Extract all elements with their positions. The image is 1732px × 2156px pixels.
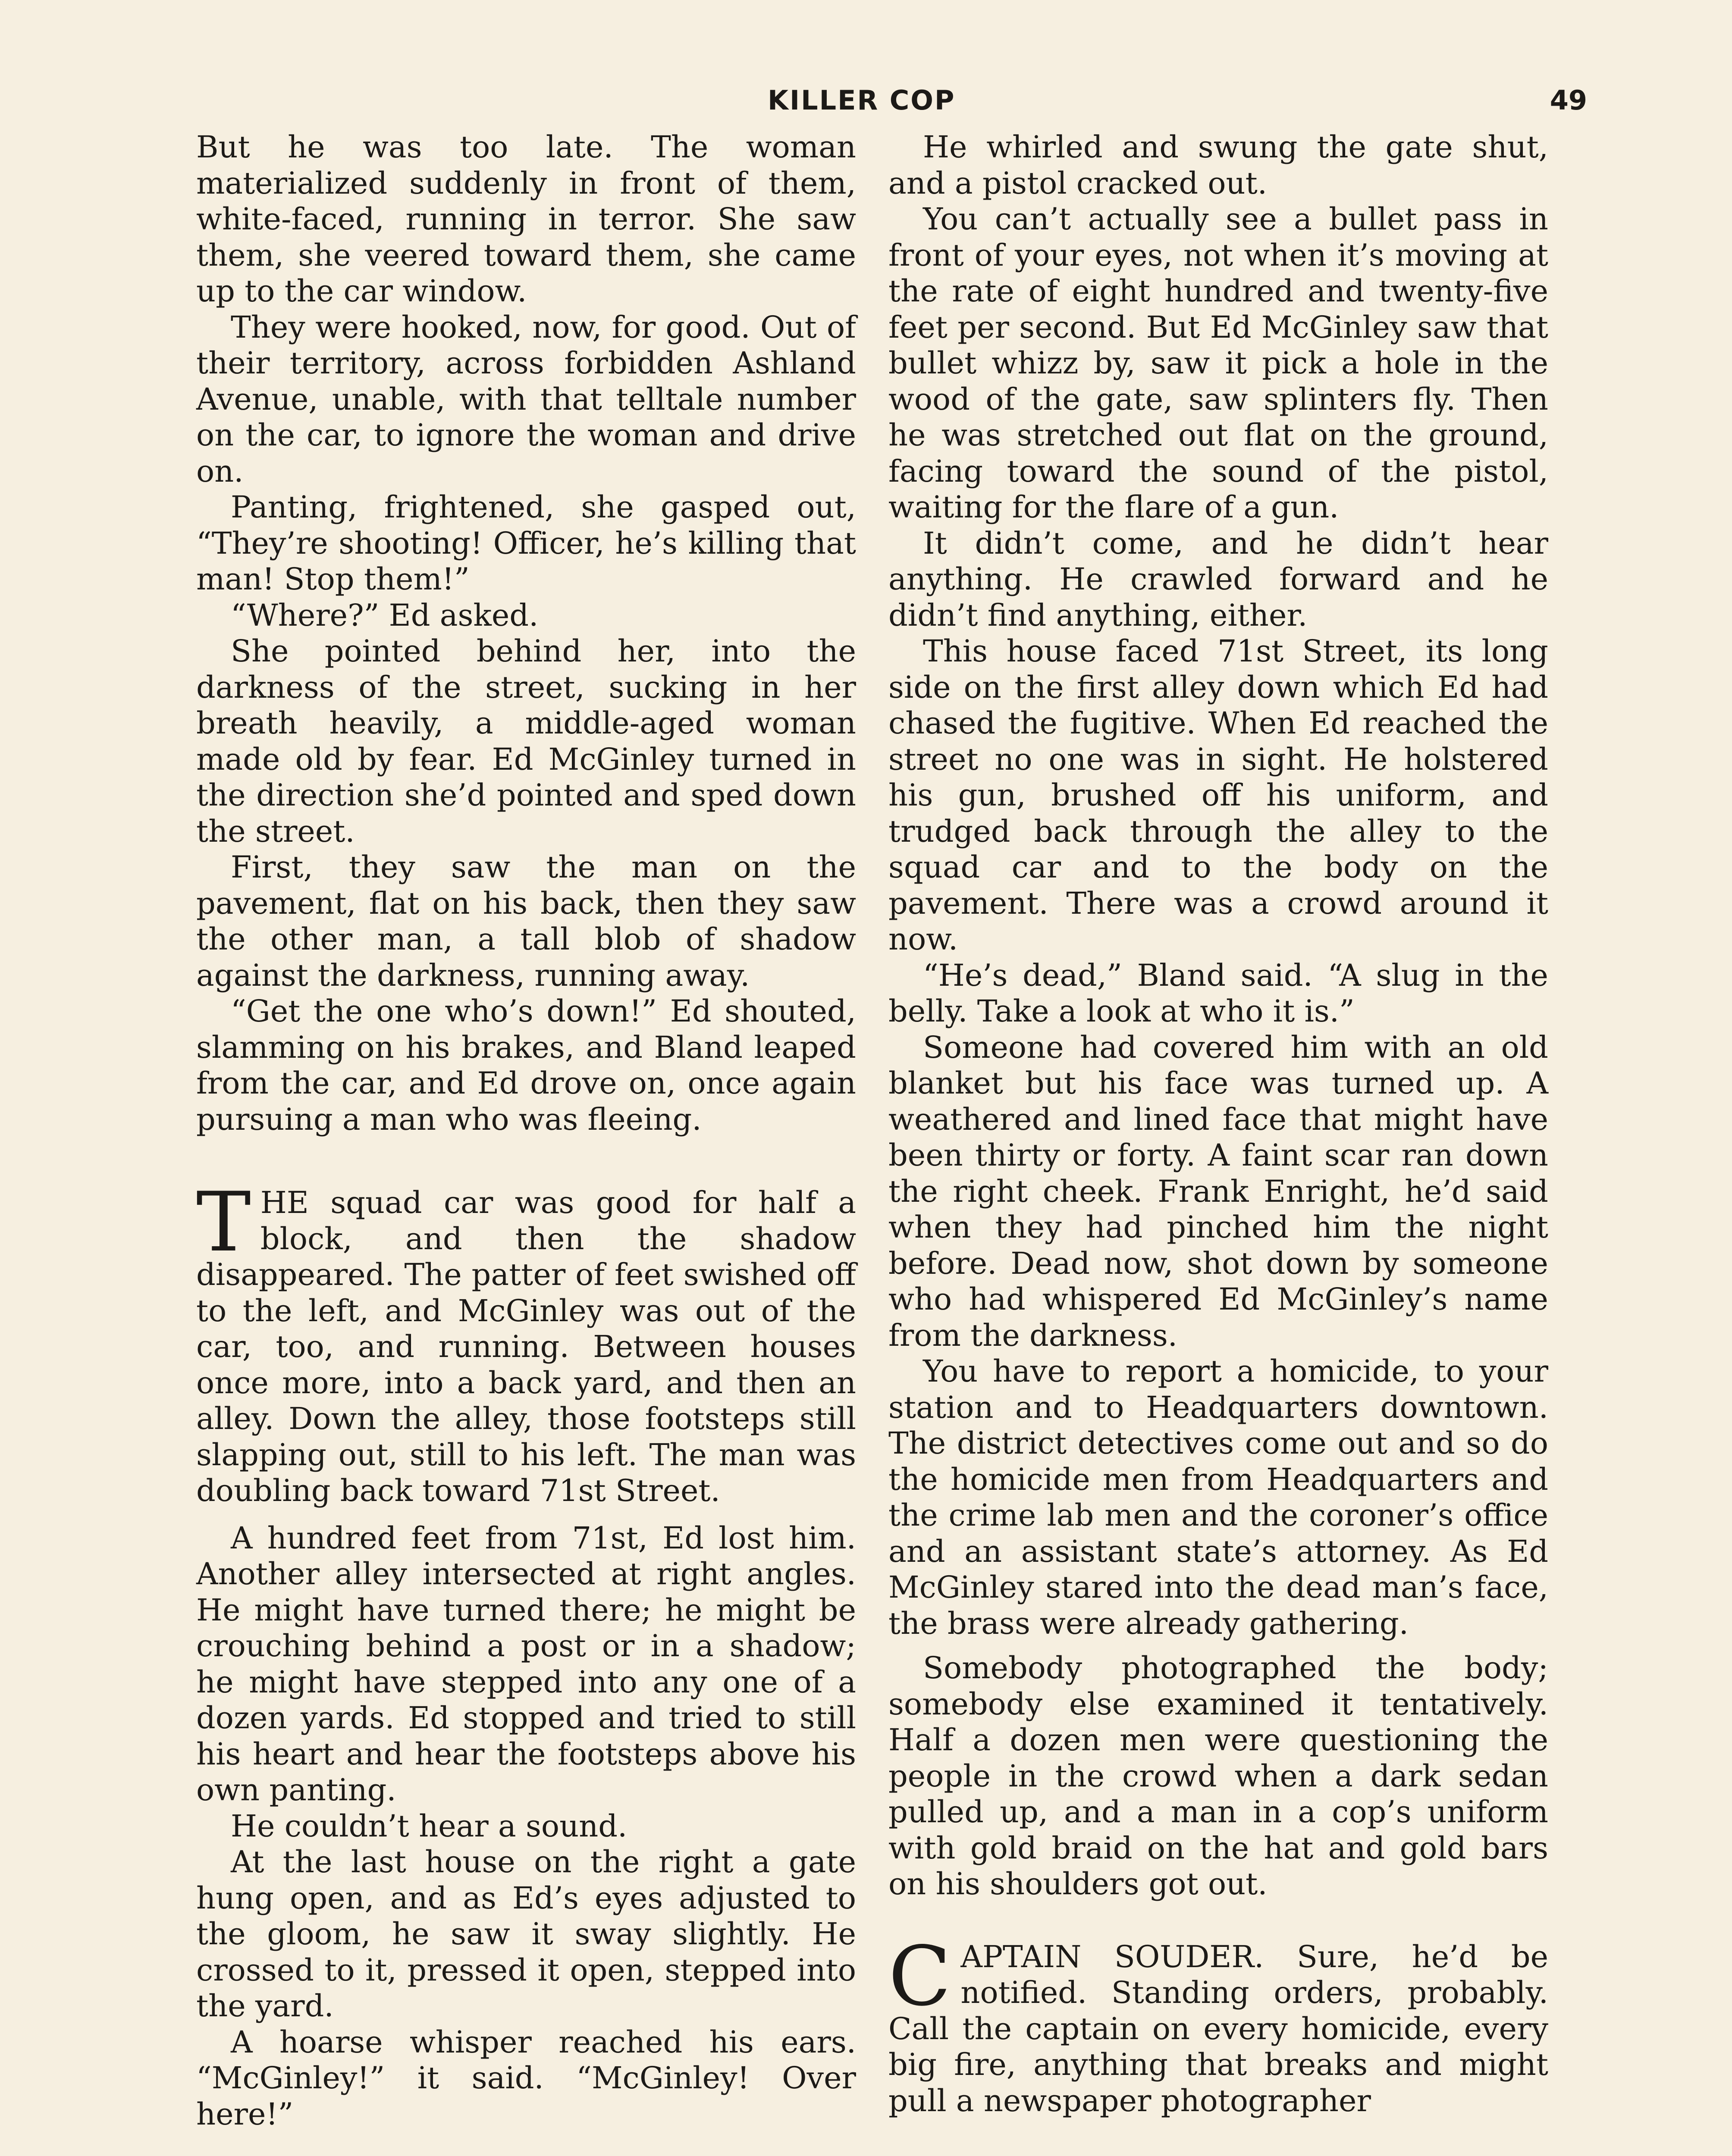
drop-cap: C bbox=[888, 1928, 951, 2024]
paragraph: You have to report a homicide, to your station and to Headquarters downtown. The district detectives come out and so do the homicide men from Headquarters and the crime lab men and the coroner’s office and an assistant state’s attorney. As Ed McGinley stared into the dead man’s face, the brass were already gathering. bbox=[888, 1354, 1548, 1641]
page-header bbox=[768, 85, 1587, 123]
section-opening-text: APTAIN SOUDER. Sure, he’d be notified. Standing orders, probably. Call the captain on every homicide, every big fire, anything that breaks and might pull a newspaper photographer bbox=[888, 1939, 1548, 2118]
paragraph: She pointed behind her, into the darkness of the street, sucking in her breath heavily, a middle-aged woman made old by fear. Ed McGinley turned in the direction she’d pointed and sped down the street. bbox=[196, 633, 856, 849]
paragraph: Someone had covered him with an old blanket but his face was turned up. A weathered and lined face that might have been thirty or forty. A faint scar ran down the right cheek. Frank Enright, he’d said when they had pinched him the night before. Dead now, shot down by someone who had whispered Ed McGinley’s name from the darkness. bbox=[888, 1029, 1548, 1353]
section-opening-paragraph bbox=[196, 1175, 856, 1509]
paragraph: They were hooked, now, for good. Out of their territory, across forbidden Ashland Avenue, unable, with that telltale number on the car, to ignore the woman and drive on. bbox=[196, 309, 856, 489]
section-opening-paragraph bbox=[888, 1928, 1548, 2119]
right-column bbox=[888, 129, 1548, 2119]
section-opening-text: HE squad car was good for half a block, and then the shadow disappeared. The patter of feet swished off to the left, and McGinley was out of the car, too, and running. Between houses once more, into a back yard, and then an alley. Down the alley, those footsteps still slapping out, still to his left. The man was doubling back toward 71st Street. bbox=[196, 1185, 856, 1508]
left-column bbox=[196, 129, 856, 2132]
paragraph: At the last house on the right a gate hung open, and as Ed’s eyes adjusted to the gloom, he saw it sway slightly. He crossed to it, pressed it open, stepped into the yard. bbox=[196, 1844, 856, 2024]
page-number: 49 bbox=[1550, 85, 1587, 116]
paragraph: “He’s dead,” Bland said. “A slug in the belly. Take a look at who it is.” bbox=[888, 957, 1548, 1029]
paragraph: First, they saw the man on the pavement, flat on his back, then they saw the other man, a tall blob of shadow against the darkness, running away. bbox=[196, 849, 856, 993]
running-title: KILLER COP bbox=[768, 85, 956, 116]
paragraph: It didn’t come, and he didn’t hear anything. He crawled forward and he didn’t find anything, either. bbox=[888, 525, 1548, 633]
paragraph: He whirled and swung the gate shut, and a pistol cracked out. bbox=[888, 129, 1548, 201]
section-break bbox=[196, 1138, 856, 1185]
paragraph: Panting, frightened, she gasped out, “They’re shooting! Officer, he’s killing that man! Stop them!” bbox=[196, 489, 856, 597]
paragraph: A hoarse whisper reached his ears. “McGinley!” it said. “McGinley! Over here!” bbox=[196, 2024, 856, 2132]
section-break bbox=[888, 1902, 1548, 1939]
paragraph: This house faced 71st Street, its long side on the first alley down which Ed had chased the fugitive. When Ed reached the street no one was in sight. He holstered his gun, brushed off his uniform, and trudged back through the alley to the squad car and to the body on the pavement. There was a crowd around it now. bbox=[888, 633, 1548, 957]
drop-cap: T bbox=[196, 1175, 251, 1270]
paragraph: A hundred feet from 71st, Ed lost him. Another alley intersected at right angles. He might have turned there; he might be crouching behind a post or in a shadow; he might have stepped into any one of a dozen yards. Ed stopped and tried to still his heart and hear the footsteps above his own panting. bbox=[196, 1520, 856, 1808]
paragraph: “Get the one who’s down!” Ed shouted, slamming on his brakes, and Bland leaped from the car, and Ed drove on, once again pursuing a man who was fleeing. bbox=[196, 993, 856, 1137]
paragraph: “Where?” Ed asked. bbox=[231, 597, 539, 633]
paragraph: You can’t actually see a bullet pass in front of your eyes, not when it’s moving at the rate of eight hundred and twenty-five feet per second. But Ed McGinley saw that bullet whizz by, saw it pick a hole in the wood of the gate, saw splinters fly. Then he was stretched out flat on the ground, facing toward the sound of the pistol, waiting for the flare of a gun. bbox=[888, 201, 1548, 525]
paragraph: But he was too late. The woman materialized suddenly in front of them, white-faced, running in terror. She saw them, she veered toward them, she came up to the car window. bbox=[196, 129, 856, 309]
paragraph: Somebody photographed the body; somebody else examined it tentatively. Half a dozen men were questioning the people in the crowd when a dark sedan pulled up, and a man in a cop’s uniform with gold braid on the hat and gold bars on his shoulders got out. bbox=[888, 1650, 1548, 1902]
paragraph: He couldn’t hear a sound. bbox=[231, 1808, 628, 1844]
